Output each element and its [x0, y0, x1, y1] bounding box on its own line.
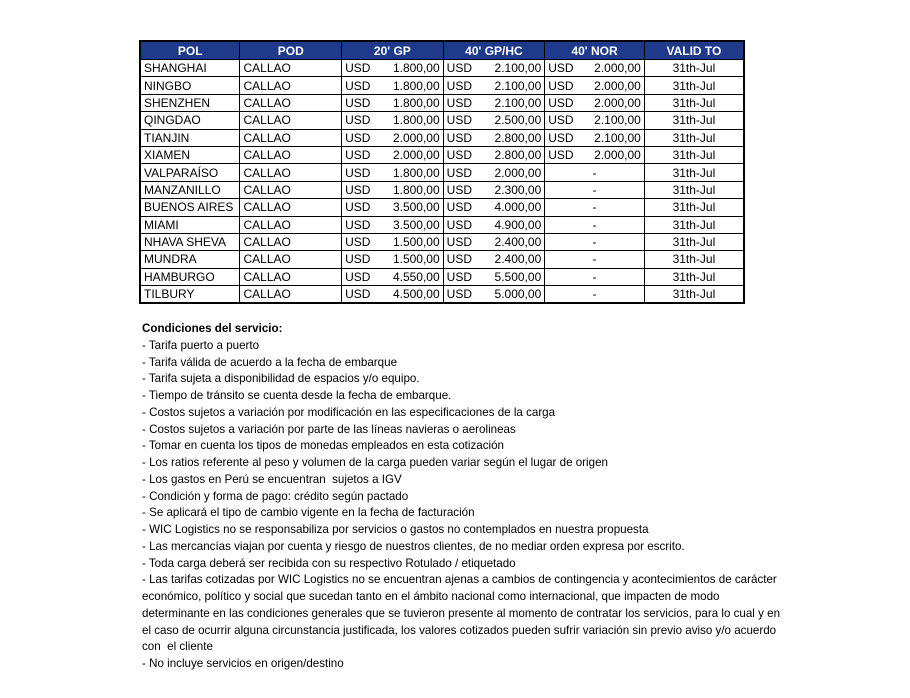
pod-cell: CALLAO — [240, 129, 342, 146]
rate-40gphc-cell — [443, 94, 545, 111]
condition-item: - Toda carga deberá ser recibida con su respectivo Rotulado / etiquetado — [142, 556, 516, 570]
amount-value: 1.500,00 — [392, 252, 440, 267]
rate-20gp-cell — [342, 60, 444, 77]
rate-40nor-cell: - — [545, 233, 645, 250]
valid-to-cell: 31th-Jul — [644, 164, 744, 181]
pod-cell: CALLAO — [240, 251, 342, 268]
pol-cell: XIAMEN — [140, 146, 240, 163]
pol-cell: BUENOS AIRES — [140, 199, 240, 216]
valid-to-cell: 31th-Jul — [644, 77, 744, 94]
condition-item: - Tarifa puerto a puerto — [142, 338, 260, 352]
amount-value: 1.800,00 — [392, 78, 440, 93]
rate-20gp-cell — [342, 94, 444, 111]
valid-to-cell: 31th-Jul — [644, 94, 744, 111]
condition-item: - Las mercancías viajan por cuenta y riesgo de nuestros clientes, de no mediar orden expresa por escrito. — [142, 539, 685, 553]
currency-label: USD — [345, 182, 371, 197]
pod-cell: CALLAO — [240, 112, 342, 129]
table-row — [140, 268, 744, 285]
currency-label: USD — [446, 217, 472, 232]
condition-item: - Tarifa válida de acuerdo a la fecha de embarque — [142, 355, 398, 369]
amount-value: 2.500,00 — [494, 113, 542, 128]
rate-40nor-cell — [545, 77, 645, 94]
rate-40nor-cell: - — [545, 181, 645, 198]
condition-item: - Condición y forma de pago: crédito según pactado — [142, 489, 409, 503]
amount-value: 2.800,00 — [494, 148, 542, 163]
amount-value: 2.000,00 — [594, 61, 641, 76]
amount-value: 2.300,00 — [494, 182, 542, 197]
currency-label: USD — [345, 287, 371, 302]
amount-value: 2.000,00 — [594, 78, 641, 93]
rate-20gp-cell — [342, 286, 444, 304]
rate-40nor-cell — [545, 60, 645, 77]
currency-label: USD — [446, 95, 472, 110]
currency-label: USD — [345, 252, 371, 267]
currency-label: USD — [446, 252, 472, 267]
valid-to-cell: 31th-Jul — [644, 60, 744, 77]
table-row — [140, 286, 744, 304]
rate-20gp-cell — [342, 129, 444, 146]
amount-value: 2.000,00 — [392, 130, 440, 145]
amount-value: 2.100,00 — [594, 113, 641, 128]
amount-value: 1.500,00 — [392, 235, 440, 250]
rate-40nor-cell — [545, 112, 645, 129]
rate-40gphc-cell — [443, 286, 545, 304]
valid-to-cell: 31th-Jul — [644, 146, 744, 163]
currency-label: USD — [548, 78, 574, 93]
condition-item: - Los ratios referente al peso y volumen de la carga pueden variar según el lugar de origen — [142, 456, 608, 469]
amount-value: 4.900,00 — [494, 217, 542, 232]
pod-cell: CALLAO — [240, 233, 342, 250]
currency-label: USD — [446, 113, 472, 128]
rates-table — [139, 40, 745, 304]
valid-to-cell: 31th-Jul — [644, 216, 744, 233]
service-conditions — [142, 321, 782, 673]
amount-value: 1.800,00 — [392, 113, 440, 128]
currency-label: USD — [345, 95, 371, 110]
pod-cell: CALLAO — [240, 94, 342, 111]
header-valid-to: VALID TO — [644, 41, 744, 60]
amount-value: 1.800,00 — [392, 182, 440, 197]
condition-item: - Tarifa sujeta a disponibilidad de espacios y/o equipo. — [142, 372, 420, 386]
table-row — [140, 112, 744, 129]
amount-value: 2.000,00 — [594, 148, 641, 163]
condition-item: - No incluye servicios en origen/destino — [142, 657, 344, 670]
pol-cell: TIANJIN — [140, 129, 240, 146]
rate-40gphc-cell — [443, 164, 545, 181]
currency-label: USD — [548, 113, 574, 128]
valid-to-cell: 31th-Jul — [644, 268, 744, 285]
rate-40nor-cell: - — [545, 199, 645, 216]
currency-label: USD — [345, 165, 371, 180]
condition-item: - Las tarifas cotizadas por WIC Logistics no se encuentran ajenas a cambios de contingencia y acontecimientos de carácter económico, político y social que sucedan tanto en el ámbito nacional como internacional, que impacten de modo determinante en las condiciones generales que se tuvieron presente al momento de contratar los servicios, para lo cual y en el caso de ocurrir alguna circunstancia justificada, los valores cotizados pueden sufrir variación sin previo aviso y/o acuerdo con el cliente — [142, 573, 784, 654]
table-row — [140, 60, 744, 77]
rate-40gphc-cell — [443, 129, 545, 146]
currency-label: USD — [446, 235, 472, 250]
pod-cell: CALLAO — [240, 199, 342, 216]
condition-item: - Costos sujetos a variación por modificación en las especificaciones de la carga — [142, 405, 556, 419]
table-row — [140, 233, 744, 250]
amount-value: 2.100,00 — [494, 95, 542, 110]
currency-label: USD — [345, 113, 371, 128]
rates-table-body — [140, 60, 744, 304]
table-row — [140, 164, 744, 181]
conditions-list — [142, 338, 782, 673]
pol-cell: MIAMI — [140, 216, 240, 233]
table-row — [140, 181, 744, 198]
pod-cell: CALLAO — [240, 164, 342, 181]
rate-40nor-cell — [545, 129, 645, 146]
header-20gp: 20' GP — [342, 41, 444, 60]
amount-value: 2.100,00 — [494, 61, 542, 76]
valid-to-cell: 31th-Jul — [644, 129, 744, 146]
amount-value: 5.500,00 — [494, 269, 542, 284]
currency-label: USD — [345, 235, 371, 250]
table-row — [140, 199, 744, 216]
pol-cell: SHANGHAI — [140, 60, 240, 77]
amount-value: 2.400,00 — [494, 235, 542, 250]
currency-label: USD — [446, 182, 472, 197]
amount-value: 3.500,00 — [392, 217, 440, 232]
amount-value: 2.000,00 — [594, 95, 641, 110]
valid-to-cell: 31th-Jul — [644, 181, 744, 198]
valid-to-cell: 31th-Jul — [644, 233, 744, 250]
valid-to-cell: 31th-Jul — [644, 199, 744, 216]
rate-40gphc-cell — [443, 181, 545, 198]
pol-cell: MUNDRA — [140, 251, 240, 268]
condition-item: - Los gastos en Perú se encuentran sujetos a IGV — [142, 472, 402, 486]
currency-label: USD — [345, 269, 371, 284]
amount-value: 1.800,00 — [392, 165, 440, 180]
currency-label: USD — [345, 130, 371, 145]
rate-40gphc-cell — [443, 77, 545, 94]
condition-item: - Costos sujetos a variación por parte de las líneas navieras o aerolineas — [142, 422, 516, 436]
currency-label: USD — [446, 61, 472, 76]
rate-40nor-cell: - — [545, 251, 645, 268]
table-row — [140, 129, 744, 146]
rate-40nor-cell: - — [545, 164, 645, 181]
amount-value: 2.800,00 — [494, 130, 542, 145]
rate-40nor-cell: - — [545, 216, 645, 233]
currency-label: USD — [446, 148, 472, 163]
table-row — [140, 94, 744, 111]
rate-40gphc-cell — [443, 112, 545, 129]
pod-cell: CALLAO — [240, 181, 342, 198]
pol-cell: QINGDAO — [140, 112, 240, 129]
header-40nor: 40' NOR — [545, 41, 645, 60]
conditions-title: Condiciones del servicio: — [142, 322, 283, 335]
pod-cell: CALLAO — [240, 216, 342, 233]
amount-value: 1.800,00 — [392, 95, 440, 110]
pod-cell: CALLAO — [240, 268, 342, 285]
currency-label: USD — [446, 287, 472, 302]
currency-label: USD — [548, 95, 574, 110]
currency-label: USD — [548, 61, 574, 76]
amount-value: 5.000,00 — [494, 287, 542, 302]
valid-to-cell: 31th-Jul — [644, 286, 744, 304]
amount-value: 4.000,00 — [494, 200, 542, 215]
condition-item: - Se aplicará el tipo de cambio vigente en la fecha de facturación — [142, 506, 475, 520]
amount-value: 1.800,00 — [392, 61, 440, 76]
table-row — [140, 216, 744, 233]
rate-20gp-cell — [342, 164, 444, 181]
currency-label: USD — [345, 217, 371, 232]
rate-20gp-cell — [342, 112, 444, 129]
rate-20gp-cell — [342, 77, 444, 94]
amount-value: 4.550,00 — [392, 269, 440, 284]
currency-label: USD — [548, 148, 574, 163]
rate-20gp-cell — [342, 146, 444, 163]
pol-cell: HAMBURGO — [140, 268, 240, 285]
currency-label: USD — [446, 200, 472, 215]
pod-cell: CALLAO — [240, 146, 342, 163]
pod-cell: CALLAO — [240, 286, 342, 304]
amount-value: 2.000,00 — [494, 165, 542, 180]
table-row — [140, 251, 744, 268]
rate-20gp-cell — [342, 251, 444, 268]
amount-value: 2.100,00 — [594, 130, 641, 145]
pol-cell: VALPARAÍSO — [140, 164, 240, 181]
amount-value: 2.100,00 — [494, 78, 542, 93]
rate-20gp-cell — [342, 268, 444, 285]
rate-40gphc-cell — [443, 146, 545, 163]
rate-40nor-cell — [545, 94, 645, 111]
header-pol: POL — [140, 41, 240, 60]
header-40gphc: 40' GP/HC — [443, 41, 545, 60]
pol-cell: NHAVA SHEVA — [140, 233, 240, 250]
rate-40gphc-cell — [443, 199, 545, 216]
rate-40gphc-cell — [443, 60, 545, 77]
rate-40gphc-cell — [443, 233, 545, 250]
table-row — [140, 77, 744, 94]
rate-40nor-cell: - — [545, 268, 645, 285]
valid-to-cell: 31th-Jul — [644, 112, 744, 129]
rate-40gphc-cell — [443, 216, 545, 233]
currency-label: USD — [446, 165, 472, 180]
currency-label: USD — [446, 269, 472, 284]
amount-value: 2.400,00 — [494, 252, 542, 267]
pol-cell: MANZANILLO — [140, 181, 240, 198]
currency-label: USD — [345, 200, 371, 215]
rate-40gphc-cell — [443, 268, 545, 285]
rate-20gp-cell — [342, 181, 444, 198]
rate-40nor-cell: - — [545, 286, 645, 304]
currency-label: USD — [345, 148, 371, 163]
header-pod: POD — [240, 41, 342, 60]
rate-40gphc-cell — [443, 251, 545, 268]
table-header-row — [140, 41, 744, 60]
rate-20gp-cell — [342, 216, 444, 233]
condition-item: - WIC Logistics no se responsabiliza por servicios o gastos no contemplados en nuestra propuesta — [142, 523, 649, 536]
currency-label: USD — [345, 78, 371, 93]
currency-label: USD — [548, 130, 574, 145]
pod-cell: CALLAO — [240, 77, 342, 94]
table-row — [140, 146, 744, 163]
rate-40nor-cell — [545, 146, 645, 163]
rate-20gp-cell — [342, 233, 444, 250]
amount-value: 4.500,00 — [392, 287, 440, 302]
pol-cell: TILBURY — [140, 286, 240, 304]
amount-value: 3.500,00 — [392, 200, 440, 215]
rate-20gp-cell — [342, 199, 444, 216]
amount-value: 2.000,00 — [392, 148, 440, 163]
currency-label: USD — [345, 61, 371, 76]
condition-item: - Tiempo de tránsito se cuenta desde la fecha de embarque. — [142, 389, 452, 402]
valid-to-cell: 31th-Jul — [644, 251, 744, 268]
condition-item: - Tomar en cuenta los tipos de monedas empleados en esta cotización — [142, 439, 504, 453]
currency-label: USD — [446, 130, 472, 145]
pod-cell: CALLAO — [240, 60, 342, 77]
pol-cell: NINGBO — [140, 77, 240, 94]
pol-cell: SHENZHEN — [140, 94, 240, 111]
currency-label: USD — [446, 78, 472, 93]
